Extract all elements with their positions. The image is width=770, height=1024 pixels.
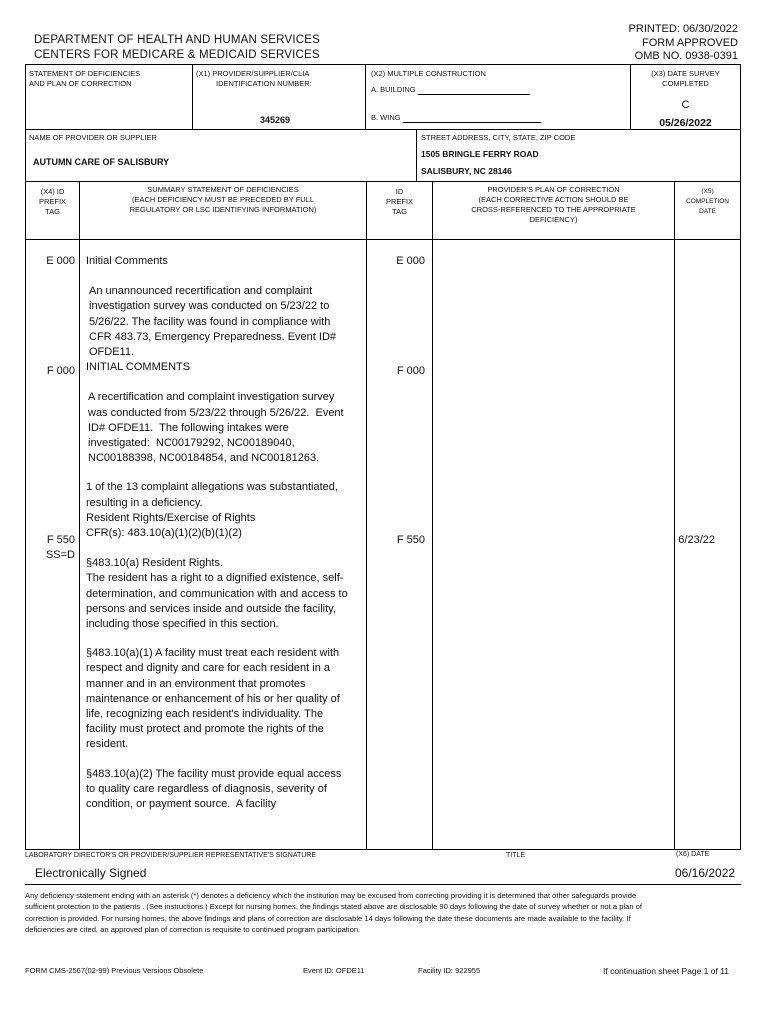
x4-header: (X4) ID PREFIX TAG — [38, 187, 67, 216]
disclaimer-text: Any deficiency statement ending with an asterisk (*) denotes a deficiency which the institution may be excused from correcting providing it is determined that other safeguards provide sufficient protection to the patients . (See instructions.) Except for nursing homes, the findings stated above are disclosable 90 days following the date of survey whether or not a plan of correction is provided. For nursing homes, the above findings and plans of correction are disclosable 14 days following the date these documents are made available to the facility. If deficiencies are cited, an approved plan of correction is requisite to continued program participation. — [25, 891, 642, 935]
f550-prefix-tag: F 550 — [46, 534, 75, 546]
f000-id-tag: F 000 — [396, 365, 425, 377]
e000-prefix-tag: E 000 — [46, 255, 75, 267]
survey-code: C — [681, 99, 690, 111]
summary-header: SUMMARY STATEMENT OF DEFICIENCIES (EACH DEFICIENCY MUST BE PRECEDED BY FULL REGULATORY OR LSC IDENTIFYING INFORMATION) — [129, 185, 317, 214]
street-address: 1505 BRINGLE FERRY ROAD — [421, 149, 539, 159]
cms-line: CENTERS FOR MEDICARE & MEDICAID SERVICES — [34, 49, 320, 61]
f000-text-2: 1 of the 13 complaint allegations was substantiated, resulting in a deficiency. — [86, 481, 341, 509]
signature-date: 06/16/2022 — [675, 866, 736, 880]
provider-id-number: 345269 — [260, 115, 291, 125]
facility-id: Facility ID: 922955 — [418, 966, 481, 975]
form-number: FORM CMS-2567(02-99) Previous Versions Obsolete — [25, 966, 204, 975]
completion-header: (X5) COMPLETION DATE — [686, 188, 729, 215]
form-status — [629, 23, 738, 64]
f000-prefix-tag: F 000 — [46, 365, 75, 377]
provider-name-label: NAME OF PROVIDER OR SUPPLIER — [29, 133, 157, 142]
f550-title: Resident Rights/Exercise of Rights — [86, 511, 256, 524]
title-label: TITLE — [506, 852, 526, 859]
f550-paragraph-2: §483.10(a)(1) A facility must treat each resident with respect and dignity and care for each resident in a manner and in an environment that promotes maintenance or enhancement of his or her quality of life, recognizing each resident's individuality. The facility must protect and promote the rights of the resident. — [86, 647, 343, 751]
signature-label: LABORATORY DIRECTOR'S OR PROVIDER/SUPPLIER REPRESENTATIVE'S SIGNATURE — [25, 852, 317, 859]
x1-label: (X1) PROVIDER/SUPPLIER/CLIA IDENTIFICATION NUMBER: — [196, 69, 312, 88]
omb-number: OMB NO. 0938-0391 — [634, 50, 738, 62]
survey-completed-date: 05/26/2022 — [659, 117, 712, 129]
printed-date: PRINTED: 06/30/2022 — [628, 23, 738, 35]
f550-completion-date: 6/23/22 — [678, 534, 715, 546]
e000-text: An unannounced recertification and complaint investigation survey was conducted on 5/23/22 to 5/26/22. The facility was found in compliance with CFR 483.73, Emergency Preparedness. Event ID# OFDE11. — [89, 285, 340, 359]
e000-title: Initial Comments — [86, 255, 168, 267]
plan-header: PROVIDER'S PLAN OF CORRECTION (EACH CORRECTIVE ACTION SHOULD BE CROSS-REFERENCED TO THE APPROPRIATE DEFICIENCY) — [471, 185, 636, 224]
statement-label: STATEMENT OF DEFICIENCIES AND PLAN OF CORRECTION — [29, 69, 141, 88]
x2-label: (X2) MULTIPLE CONSTRUCTION — [371, 69, 486, 78]
x3-label: (X3) DATE SURVEY COMPLETED — [651, 69, 720, 88]
event-id: Event ID: OFDE11 — [303, 966, 365, 975]
f000-text-1: A recertification and complaint investigation survey was conducted from 5/23/22 through 5/26/22. Event ID# OFDE11. The following intakes were investigated: NC00179292, NC00189040, NC00188398, NC00184854, and NC00181263. — [88, 391, 347, 465]
address-label: STREET ADDRESS, CITY, STATE, ZIP CODE — [421, 133, 576, 142]
id-prefix-header: ID PREFIX TAG — [385, 187, 414, 216]
provider-name: AUTUMN CARE OF SALISBURY — [33, 157, 170, 167]
signature-value: Electronically Signed — [35, 866, 147, 880]
city-state-zip: SALISBURY, NC 28146 — [421, 166, 512, 176]
department-line: DEPARTMENT OF HEALTH AND HUMAN SERVICES — [34, 34, 320, 46]
f550-paragraph-1: §483.10(a) Resident Rights. The resident has a right to a dignified existence, self-determination, and communication with and access to persons and services inside and outside the facility, including those specified in this section. — [86, 557, 348, 631]
wing-field: B. WING — [371, 113, 541, 123]
f550-cfr: CFR(s): 483.10(a)(1)(2)(b)(1)(2) — [86, 527, 242, 540]
f550-id-tag: F 550 — [396, 534, 425, 546]
f550-paragraph-3: §483.10(a)(2) The facility must provide equal access to quality care regardless of diagnosis, severity of condition, or payment source. A facility — [86, 767, 345, 811]
form-approved: FORM APPROVED — [642, 36, 738, 49]
date-label: (X6) DATE — [676, 851, 710, 858]
page-indicator: If continuation sheet Page 1 of 11 — [603, 966, 730, 976]
f000-title: INITIAL COMMENTS — [86, 361, 191, 374]
summary-column — [86, 254, 348, 812]
building-field: A. BUILDING — [371, 85, 530, 95]
f550-scope-severity: SS=D — [45, 549, 75, 561]
e000-id-tag: E 000 — [396, 255, 425, 267]
agency-header — [34, 33, 320, 63]
